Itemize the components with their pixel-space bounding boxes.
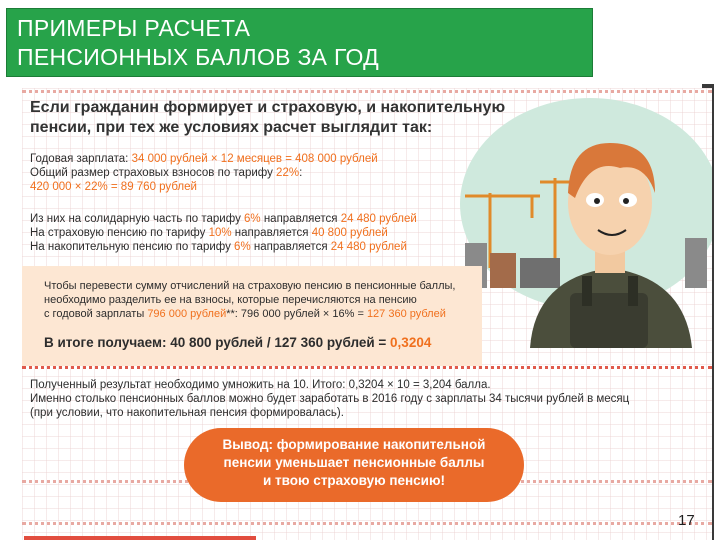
slide-title-box — [6, 8, 593, 77]
worker-illustration — [460, 118, 712, 348]
distribution-mid: направляется — [250, 241, 331, 253]
contribution-value: 420 000 × 22% = 89 760 рублей — [30, 181, 197, 193]
distribution-rate: 6% — [234, 241, 251, 253]
distribution-mid: направляется — [260, 213, 341, 225]
conclusion-line-1: Вывод: формирование накопительной — [222, 437, 486, 452]
band-contrib-value: 127 360 рублей — [366, 308, 446, 320]
intro-heading — [30, 98, 505, 138]
result-line-2: Именно столько пенсионных баллов можно будет заработать в 2016 году с зарплаты 34 тысячи рублей в месяц — [30, 393, 630, 405]
distribution-item — [30, 226, 388, 240]
dotted-divider-middle — [22, 366, 712, 369]
band-line-3-mid: **: 796 000 рублей × 16% = — [226, 308, 367, 320]
distribution-mid: направляется — [231, 227, 312, 239]
slide-title-line-2: ПЕНСИОННЫХ БАЛЛОВ ЗА ГОД — [17, 44, 380, 70]
contribution-line — [30, 166, 302, 180]
infographic-panel — [22, 88, 712, 540]
salary-line — [30, 152, 378, 166]
band-line-3 — [44, 308, 446, 321]
contribution-rate: 22% — [276, 167, 300, 179]
distribution-amount: 24 480 рублей — [340, 213, 417, 225]
salary-label: Годовая зарплата: — [30, 153, 132, 165]
total-value: 0,3204 — [390, 335, 432, 350]
band-line-3-prefix: с годовой зарплаты — [44, 308, 148, 320]
slide-title-line-1: ПРИМЕРЫ РАСЧЕТА — [17, 15, 251, 41]
bottom-accent-bar — [24, 536, 256, 540]
conclusion-line-3: и твою страховую пенсию! — [263, 473, 445, 488]
result-line-1: Полученный результат необходимо умножить на 10. Итого: 0,3204 × 10 = 3,204 балла. — [30, 379, 491, 391]
intro-line-2: пенсии, при тех же условиях расчет выглядит так: — [30, 119, 433, 136]
band-line-1: Чтобы перевести сумму отчислений на страховую пенсию в пенсионные баллы, — [44, 280, 456, 292]
total-line — [44, 336, 431, 350]
distribution-rate: 6% — [244, 213, 261, 225]
contribution-colon: : — [299, 167, 303, 179]
contribution-label: Общий размер страховых взносов по тарифу — [30, 167, 277, 179]
distribution-rate: 10% — [208, 227, 232, 239]
distribution-prefix: На накопительную пенсию по тарифу — [30, 241, 235, 253]
distribution-prefix: Из них на солидарную часть по тарифу — [30, 213, 245, 225]
distribution-amount: 40 800 рублей — [311, 227, 388, 239]
band-line-2: необходимо разделить ее на взносы, которые перечисляются на пенсию — [44, 294, 417, 306]
dotted-divider-top — [22, 90, 712, 93]
intro-line-1: Если гражданин формирует и страховую, и накопительную — [30, 99, 506, 116]
conversion-band — [22, 266, 482, 366]
distribution-amount: 24 480 рублей — [330, 241, 407, 253]
conclusion-line-2: пенсии уменьшает пенсионные баллы — [223, 455, 485, 470]
dotted-divider-bottom — [22, 522, 712, 525]
distribution-item — [30, 212, 417, 226]
result-line-3: (при условии, что накопительная пенсия формировалась). — [30, 407, 344, 419]
distribution-item — [30, 240, 407, 254]
band-salary-value: 796 000 рублей — [147, 308, 227, 320]
page-number: 17 — [678, 512, 695, 529]
distribution-prefix: На страховую пенсию по тарифу — [30, 227, 209, 239]
conclusion-bubble — [184, 428, 524, 502]
total-prefix: В итоге получаем: 40 800 рублей / 127 360 рублей = — [44, 335, 391, 350]
salary-value: 34 000 рублей × 12 месяцев = 408 000 рублей — [131, 153, 378, 165]
